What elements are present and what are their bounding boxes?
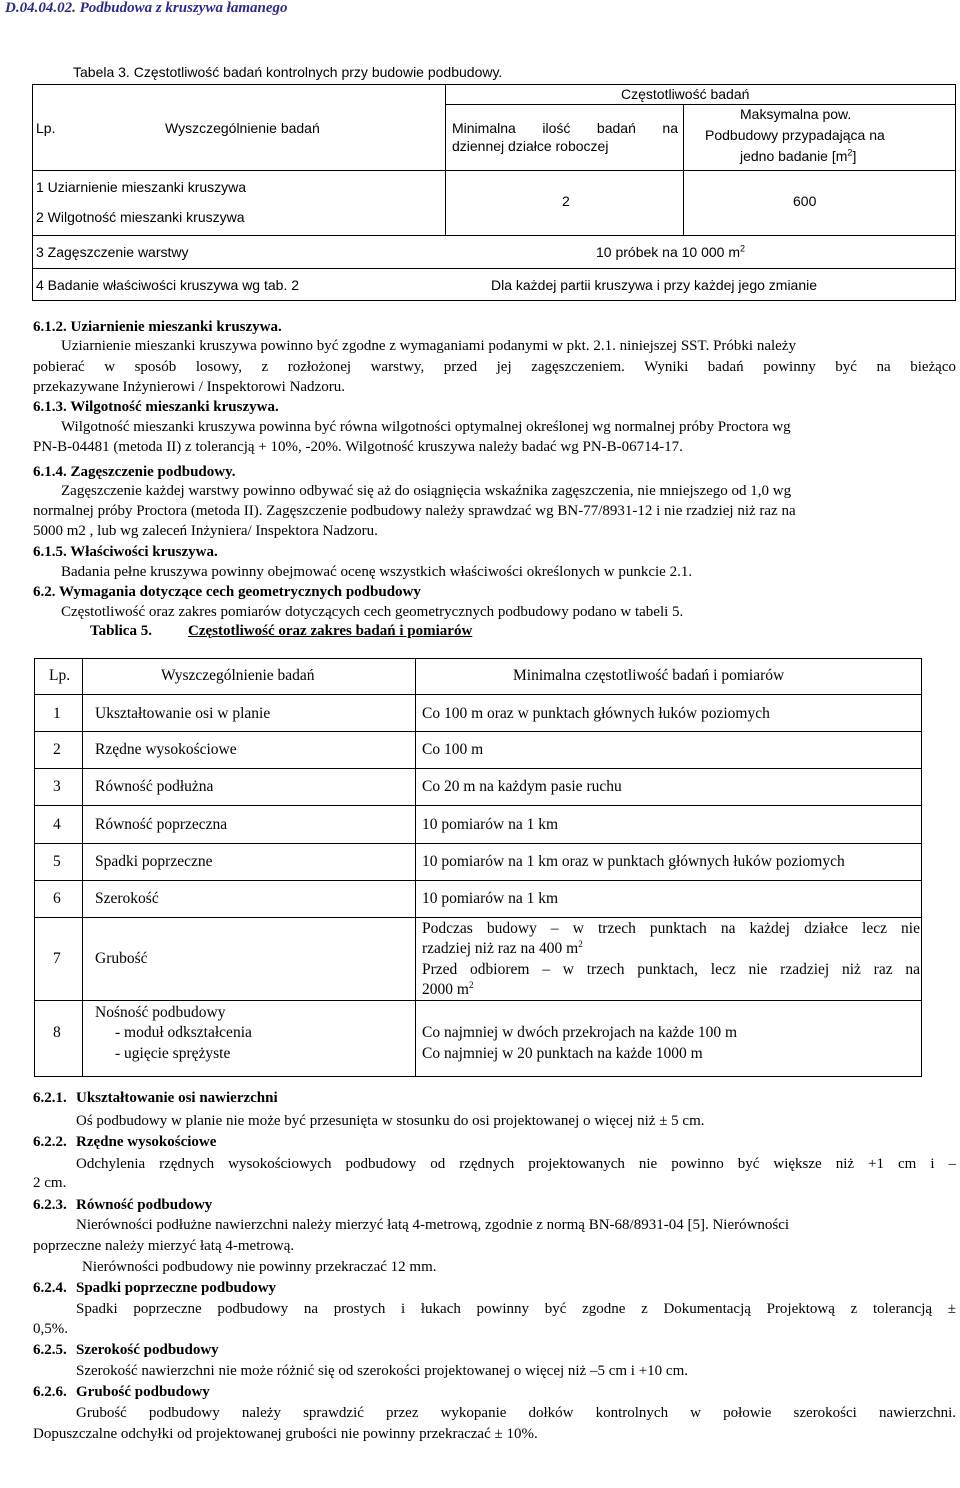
table-5-header-freq: Minimalna częstotliwość badań i pomiarów [513,667,785,684]
table-5-row-lp: 1 [53,705,61,722]
table-5-header-lp: Lp. [49,667,71,684]
section-626-line-1: Grubość podbudowy należy sprawdzić przez wykopanie dołków kontrolnych w połowie szerokości nawierzchni. [76,1405,956,1421]
table-5-row-freq: Co 100 m oraz w punktach głównych łuków poziomych [422,705,770,722]
section-623-line-3: Nierówności podbudowy nie powinny przekraczać 12 mm. [82,1259,437,1275]
table-3-row-3-value: 10 próbek na 10 000 $m^2$ [596,243,746,260]
table-5-row-8-freq-2: Co najmniej w 20 punktach na każde 1000 m [422,1045,703,1062]
table-5-row-7-lp: 7 [53,950,61,967]
section-624-title: Spadki poprzeczne podbudowy [76,1280,277,1296]
section-626-line-2: Dopuszczalne odchyłki od projektowanej grubości nie powinny przekraczać ± 10%. [33,1426,538,1442]
section-615-line-1: Badania pełne kruszywa powinny obejmować ocenę wszystkich właściwości określonych w punkcie 2.1. [61,564,693,580]
page-header: D.04.04.02. Podbudowa z kruszywa łamanego [5,0,288,16]
table-5-row-freq: Co 20 m na każdym pasie ruchu [422,778,622,795]
section-612-heading: 6.1.2. Uziarnienie mieszanki kruszywa. [33,319,282,335]
table-5-row-freq: 10 pomiarów na 1 km [422,816,559,833]
section-614-heading: 6.1.4. Zagęszczenie podbudowy. [33,464,236,480]
section-624-line-1: Spadki poprzeczne podbudowy na prostych i łukach powinny być zgodne z Dokumentacją Projektową z tolerancją ± [76,1301,956,1317]
table-5-row-desc: Szerokość [95,890,159,907]
table-5-row-7-freq-1: Podczas budowy – w trzech punktach na każdej działce lecz nie [422,920,920,937]
table-5-row-lp: 2 [53,741,61,758]
table-5-row-desc: Równość poprzeczna [95,816,228,833]
table-3-header-freq: Częstotliwość badań [621,86,750,102]
section-612-line-2: pobierać w sposób losowy, z rozłożonej warstwy, przed jej zagęszczeniem. Wyniki badań powinny być na bieżąco [33,359,956,375]
table-5-row-lp: 4 [53,816,61,833]
table-3-header-max-1: Maksymalna pow. [740,106,852,122]
section-623-line-2: poprzeczne należy mierzyć łatą 4-metrową. [33,1238,295,1254]
section-622-title: Rzędne wysokościowe [76,1134,217,1150]
table-3-row-2: 2 Wilgotność mieszanki kruszywa [36,209,245,225]
section-625-number: 6.2.5. [33,1342,67,1358]
table-3-row-12-min: 2 [562,193,570,209]
section-624-number: 6.2.4. [33,1280,67,1296]
section-622-line-1: Odchylenia rzędnych wysokościowych podbudowy od rzędnych projektowanych nie powinno być większe niż +1 cm i – [76,1156,956,1172]
section-615-heading: 6.1.5. Właściwości kruszywa. [33,544,218,560]
section-621-title: Ukształtowanie osi nawierzchni [76,1090,278,1106]
section-625-title: Szerokość podbudowy [76,1342,219,1358]
section-62-line-1: Częstotliwość oraz zakres pomiarów dotyczących cech geometrycznych podbudowy podano w tabeli 5. [61,604,684,620]
table-5-row-desc: Rzędne wysokościowe [95,741,237,758]
table-5-row-lp: 5 [53,853,61,870]
section-613-heading: 6.1.3. Wilgotność mieszanki kruszywa. [33,399,279,415]
table-5-row-8-lp: 8 [53,1024,61,1041]
section-622-line-2: 2 cm. [33,1175,67,1191]
table-5-row-8-desc-1: Nośność podbudowy [95,1004,226,1021]
table-5-row-7-desc: Grubość [95,950,148,967]
section-612-line-1: Uziarnienie mieszanki kruszywa powinno być zgodne z wymaganiami podanymi w pkt. 2.1. niniejszej SST. Próbki należy [61,338,796,354]
section-613-line-1: Wilgotność mieszanki kruszywa powinna być równa wilgotności optymalnej określonej wg normalnej próby Proctora wg [61,419,791,435]
table-5-row-7-freq-2: rzadziej niż raz na 400 $m^2$ [422,938,583,957]
section-626-title: Grubość podbudowy [76,1384,210,1400]
table-3-header-min-1: Minimalna ilość badań na [452,120,678,136]
table-5-row-lp: 6 [53,890,61,907]
table-5-row-desc: Spadki poprzeczne [95,853,213,870]
table-5-row-8-freq-1: Co najmniej w dwóch przekrojach na każde 100 m [422,1024,738,1041]
section-621-line-1: Oś podbudowy w planie nie może być przesunięta w stosunku do osi projektowanej o więcej niż ± 5 cm. [76,1113,705,1129]
section-62-heading: 6.2. Wymagania dotyczące cech geometrycznych podbudowy [33,584,421,600]
table-3-row-4-value: Dla każdej partii kruszywa i przy każdej jego zmianie [491,277,818,293]
table-5-row-desc: Równość podłużna [95,778,214,795]
table-3-row-12-max: 600 [793,193,817,209]
section-625-line-1: Szerokość nawierzchni nie może różnić się od szerokości projektowanej o więcej niż –5 cm i +10 cm. [76,1363,688,1379]
table-5-row-7-freq-4: 2000 $m^2$ [422,979,474,998]
table-3-row-1: 1 Uziarnienie mieszanki kruszywa [36,179,247,195]
section-624-line-2: 0,5%. [33,1321,68,1337]
section-623-title: Równość podbudowy [76,1197,213,1213]
section-614-line-2: normalnej próby Proctora (metoda II). Zagęszczenie podbudowy należy sprawdzać wg BN-77/8931-12 i nie rzadziej niż raz na [33,503,796,519]
table-5-header-desc: Wyszczególnienie badań [161,667,315,684]
table-3-header-desc: Wyszczególnienie badań [165,120,320,136]
table-3-header-lp: Lp. [36,120,56,136]
section-612-line-3: przekazywane Inżynierowi / Inspektorowi Nadzoru. [33,379,345,395]
table-3-caption: Tabela 3. Częstotliwość badań kontrolnych przy budowie podbudowy. [73,64,503,80]
table-3-row-3: 3 Zagęszczenie warstwy [36,244,189,260]
table-5-row-7-freq-3: Przed odbiorem – w trzech punktach, lecz nie rzadziej niż raz na [422,961,920,978]
section-623-line-1: Nierówności podłużne nawierzchni należy mierzyć łatą 4-metrową, zgodnie z normą BN-68/8931-04 [5]. Nierówności [76,1217,790,1233]
section-623-number: 6.2.3. [33,1197,67,1213]
table-3-header-max-2: Podbudowy przypadająca na [705,127,885,143]
table-5-caption-label: Tablica 5. [90,623,152,639]
table-5-row-freq: Co 100 m [422,741,484,758]
table-5-caption-title: Częstotliwość oraz zakres badań i pomiarów [188,623,473,639]
section-614-line-1: Zagęszczenie każdej warstwy powinno odbywać się aż do osiągnięcia wskaźnika zagęszczenia, nie mniejszego od 1,0 wg [61,483,792,499]
section-614-line-3: 5000 m2 , lub wg zaleceń Inżyniera/ Inspektora Nadzoru. [33,523,378,539]
table-5-row-freq: 10 pomiarów na 1 km oraz w punktach głównych łuków poziomych [422,853,845,870]
table-5-row-freq: 10 pomiarów na 1 km [422,890,559,907]
section-621-number: 6.2.1. [33,1090,67,1106]
section-626-number: 6.2.6. [33,1384,67,1400]
table-3-header-min-2: dziennej działce roboczej [452,138,609,154]
table-3-header-max-3: jedno badanie $[m^2]$ [740,147,857,164]
table-5-row-8-desc-3: - ugięcie sprężyste [115,1045,231,1062]
table-5-row-lp: 3 [53,778,61,795]
table-5-row-8-desc-2: - moduł odkształcenia [115,1024,252,1041]
section-613-line-2: PN-B-04481 (metoda II) z tolerancją + 10%, -20%. Wilgotność kruszywa należy badać wg PN-B-06714-17. [33,439,683,455]
section-622-number: 6.2.2. [33,1134,67,1150]
table-3-row-4: 4 Badanie właściwości kruszywa wg tab. 2 [36,277,300,293]
table-5-row-desc: Ukształtowanie osi w planie [95,705,271,722]
